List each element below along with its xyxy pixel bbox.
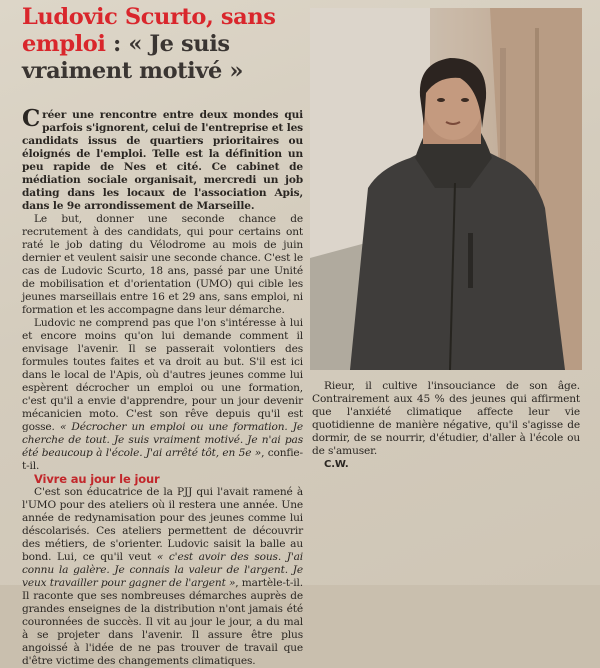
paragraph-2: Le but, donner une seconde chance de recrutement à des candidats, qui pour certains ont raté le job dating du Vélodrome au mois de juin dernier et veulent saisir une seconde chance. C'est le cas de Ludovic Scurto, 18 ans, passé par une Unité de mobilisation et d'orientation (UMO) qui cible les jeunes marseillais entre 16 et 29 ans, sans emploi, ni formation et les accompagne dans leur démarche. [22,213,303,316]
article-column-right [312,380,580,471]
portrait-illustration [310,8,582,370]
headline-name: Ludovic Scurto, sans emploi [22,4,276,57]
intro-paragraph: Créer une rencontre entre deux mondes qui parfois s'ignorent, celui de l'entreprise et les candidats issus de quartiers prioritaires ou éloignés de l'emploi. Telle est la définition un peu rapide de Nes et cité. Ce cabinet de médiation sociale organisait, mercredi un job dating dans les locaux de l'association Apis, dans le 9e arrondissement de Marseille. [22,105,303,212]
headline-quote: : « Je suis vraiment motivé » [22,31,244,84]
article-column-left [22,105,304,668]
quote-2: « c'est avoir des sous. J'ai connu la galère. Je connais la valeur de l'argent. Je veux travailler pour gagner de l'argent » [22,551,303,589]
article-headline [22,4,304,85]
paragraph-3: Ludovic ne comprend pas que l'on s'intéresse à lui et encore moins qu'on lui demande comment il envisage l'avenir. Il se passerait volontiers des formules toutes faites et va droit au but. S'il est ici dans le local de l'Apis, où d'autres jeunes comme lui espèrent décrocher un emploi ou une formation, c'est qu'il a envie d'apprendre, pour un jour devenir mécanicien moto. C'est son rêve depuis qu'il est gosse. « Décrocher un emploi ou une formation. Je cherche de tout. Je suis vraiment motivé. Je n'ai pas été beaucoup à l'école. J'ai arrêté tôt, en 5e », confie-t-il. [22,317,303,472]
portrait-photo [310,8,582,370]
drop-cap: C [22,105,41,132]
subheading: Vivre au jour le jour [34,472,160,486]
quote-1: « Décrocher un emploi ou une formation. Je cherche de tout. Je suis vraiment motivé. Je n'ai pas été beaucoup à l'école. J'ai arrêté tôt, en 5e » [22,421,303,459]
paragraph-5: Rieur, il cultive l'insouciance de son âge. Contrairement aux 45 % des jeunes qui affirment que l'anxiété climatique affecte leur vie quotidienne de manière négative, qu'il s'agisse de dormir, de se nourrir, d'étudier, d'aller à l'école ou de s'amuser. [312,380,580,457]
paragraph-4: C'est son éducatrice de la PJJ qui l'avait ramené à l'UMO pour des ateliers où il restera une année. Une année de redynamisation pour des jeunes comme lui déscolarisés. Ces ateliers permettent de découvrir des métiers, de s'orienter. Ludovic saisit la balle au bond. Lui, ce qu'il veut « c'est avoir des sous. J'ai connu la galère. Je connais la valeur de l'argent. Je veux travailler pour gagner de l'argent », martèle-t-il. Il raconte que ses nombreuses démarches auprès de grandes enseignes de la distribution n'ont jamais été couronnées de succès. Il vit au jour le jour, a du mal à se projeter dans l'avenir. Il assure être plus angoissé à l'idée de ne pas trouver de travail que d'être victime des changements climatiques. [22,486,304,667]
author-signature: C.W. [324,459,349,470]
